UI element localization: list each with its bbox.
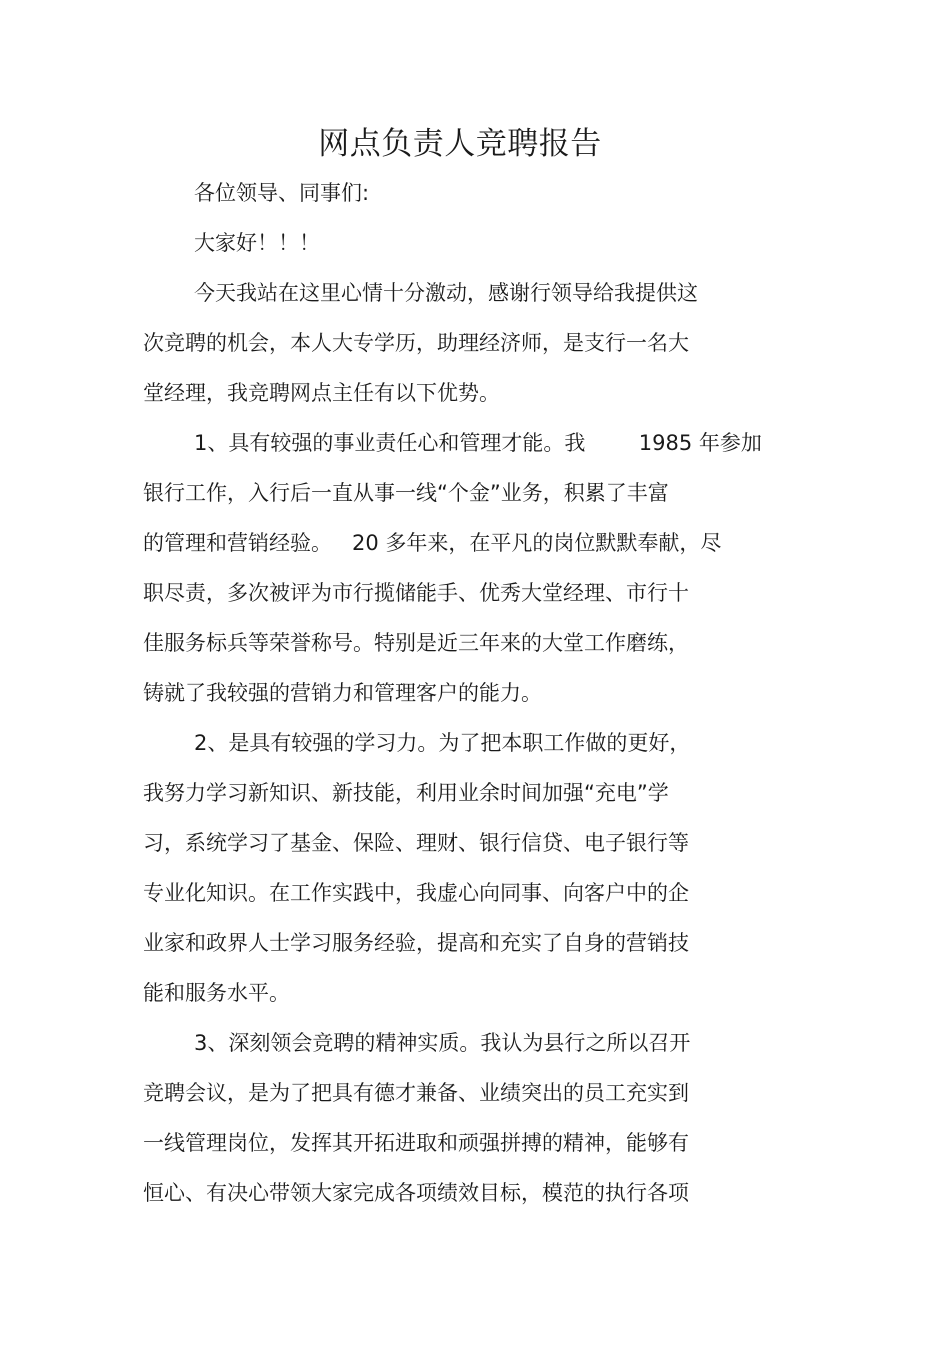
paragraph-line: 今天我站在这里心情十分激动，感谢行领导给我提供这 [194, 281, 698, 305]
paragraph-line: 我努力学习新知识、新技能，利用业余时间加强“充电”学 [143, 781, 669, 805]
paragraph-line: 能和服务水平。 [143, 981, 290, 1005]
paragraph-line: 业家和政界人士学习服务经验，提高和充实了自身的营销技 [143, 931, 689, 955]
paragraph-line: 次竞聘的机会，本人大专学历，助理经济师，是支行一名大 [143, 331, 689, 355]
paragraph-line: 竞聘会议，是为了把具有德才兼备、业绩突出的员工充实到 [143, 1081, 689, 1105]
paragraph-line: 一线管理岗位，发挥其开拓进取和顽强拼搏的精神，能够有 [143, 1131, 689, 1155]
paragraph-line: 3、深刻领会竞聘的精神实质。我认为县行之所以召开 [194, 1031, 691, 1055]
salutation-line: 各位领导、同事们: [194, 181, 370, 205]
paragraph-line: 2、是具有较强的学习力。为了把本职工作做的更好， [194, 731, 691, 755]
paragraph-line: 的管理和营销经验。 20 多年来，在平凡的岗位默默奉献，尽 [143, 531, 722, 555]
greeting-line: 大家好！！！ [194, 231, 320, 255]
paragraph-line: 堂经理，我竞聘网点主任有以下优势。 [143, 381, 500, 405]
paragraph-line: 习，系统学习了基金、保险、理财、银行信贷、电子银行等 [143, 831, 689, 855]
paragraph-line: 职尽责，多次被评为市行揽储能手、优秀大堂经理、市行十 [143, 581, 689, 605]
document-title: 网点负责人竞聘报告 [318, 126, 602, 162]
paragraph-line: 佳服务标兵等荣誉称号。特别是近三年来的大堂工作磨练， [143, 631, 689, 655]
paragraph-line: 1、具有较强的事业责任心和管理才能。我 1985 年参加 [194, 431, 762, 455]
paragraph-line: 银行工作，入行后一直从事一线“个金”业务，积累了丰富 [143, 481, 669, 505]
paragraph-line: 恒心、有决心带领大家完成各项绩效目标，模范的执行各项 [143, 1181, 689, 1205]
paragraph-line: 铸就了我较强的营销力和管理客户的能力。 [143, 681, 542, 705]
paragraph-line: 专业化知识。在工作实践中，我虚心向同事、向客户中的企 [143, 881, 689, 905]
